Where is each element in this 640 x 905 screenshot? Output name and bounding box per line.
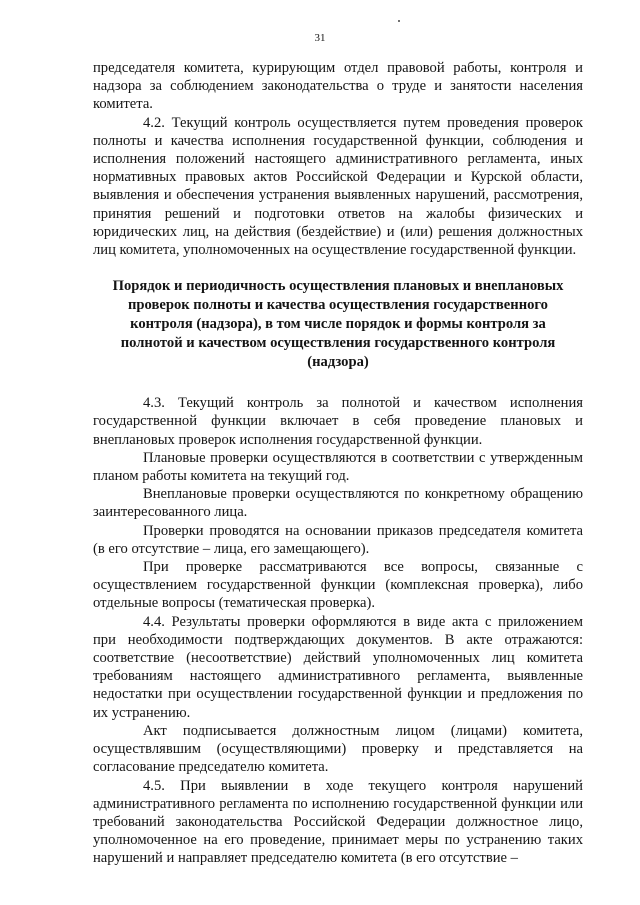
paragraph-continuation: председателя комитета, курирующим отдел правовой работы, контроля и надзора за соблюдением законодательства о труде и занятости населения комитета. bbox=[93, 60, 583, 113]
paragraph-act-signing: Акт подписывается должностным лицом (лицами) комитета, осуществлявшим (осуществляющими) проверку и представляется на согласование председателю комитета. bbox=[93, 722, 583, 776]
paragraph-check-orders: Проверки проводятся на основании приказов председателя комитета (в его отсутствие – лица, его замещающего). bbox=[93, 522, 583, 557]
scan-speck bbox=[398, 20, 400, 22]
paragraph-4-3: 4.3. Текущий контроль за полнотой и качеством исполнения государственной функции включает в себя проведение плановых и внеплановых проверок исполнения государственной функции. bbox=[93, 395, 583, 448]
page-number: 31 bbox=[314, 32, 326, 44]
paragraph-4-4: 4.4. Результаты проверки оформляются в виде акта с приложением при необходимости подтверждающих документов. В акте отражаются: соответствие (несоответствие) действий уполномоченных лиц комитета требованиям настоящего административного регламента, выявленные недостатки при осуществлении государственной функции и предложения по их устранению. bbox=[93, 613, 583, 721]
paragraph-4-2: 4.2. Текущий контроль осуществляется путем проведения проверок полноты и качества исполнения государственной функции, соблюдения и исполнения положений настоящего административного регламента, иных нормативных правовых актов Российской Федерации и Курской области, выявления и обеспечения устранения выявленных нарушений, рассмотрения, принятия решений и подготовки ответов на жалобы физических и юридических лиц, на действия (бездействие) и (или) решения должностных лиц комитета, уполномоченных на осуществление государственной функции. bbox=[93, 114, 583, 259]
document-body bbox=[93, 59, 583, 868]
paragraph-unplanned-checks: Внеплановые проверки осуществляются по конкретному обращению заинтересованного лица. bbox=[93, 486, 583, 521]
paragraph-check-scope: При проверке рассматриваются все вопросы, связанные с осуществлением государственной функции (комплексная проверка), либо отдельные вопросы (тематическая проверка). bbox=[93, 559, 583, 612]
paragraph-planned-checks: Плановые проверки осуществляются в соответствии с утвержденным планом работы комитета на текущий год. bbox=[93, 449, 583, 485]
paragraph-4-5: 4.5. При выявлении в ходе текущего контроля нарушений административного регламента по исполнению государственной функции или требований законодательства Российской Федерации должностное лицо, уполномоченное на его проведение, принимает меры по устранению таких нарушений и направляет председателю комитета (в его отсутствие – bbox=[93, 777, 583, 867]
section-heading: Порядок и периодичность осуществления плановых и внеплановых проверок полноты и качества осуществления государственного контроля (надзора), в том числе порядок и формы контроля за полнотой и качеством осуществления государственного контроля (надзора) bbox=[112, 278, 564, 371]
